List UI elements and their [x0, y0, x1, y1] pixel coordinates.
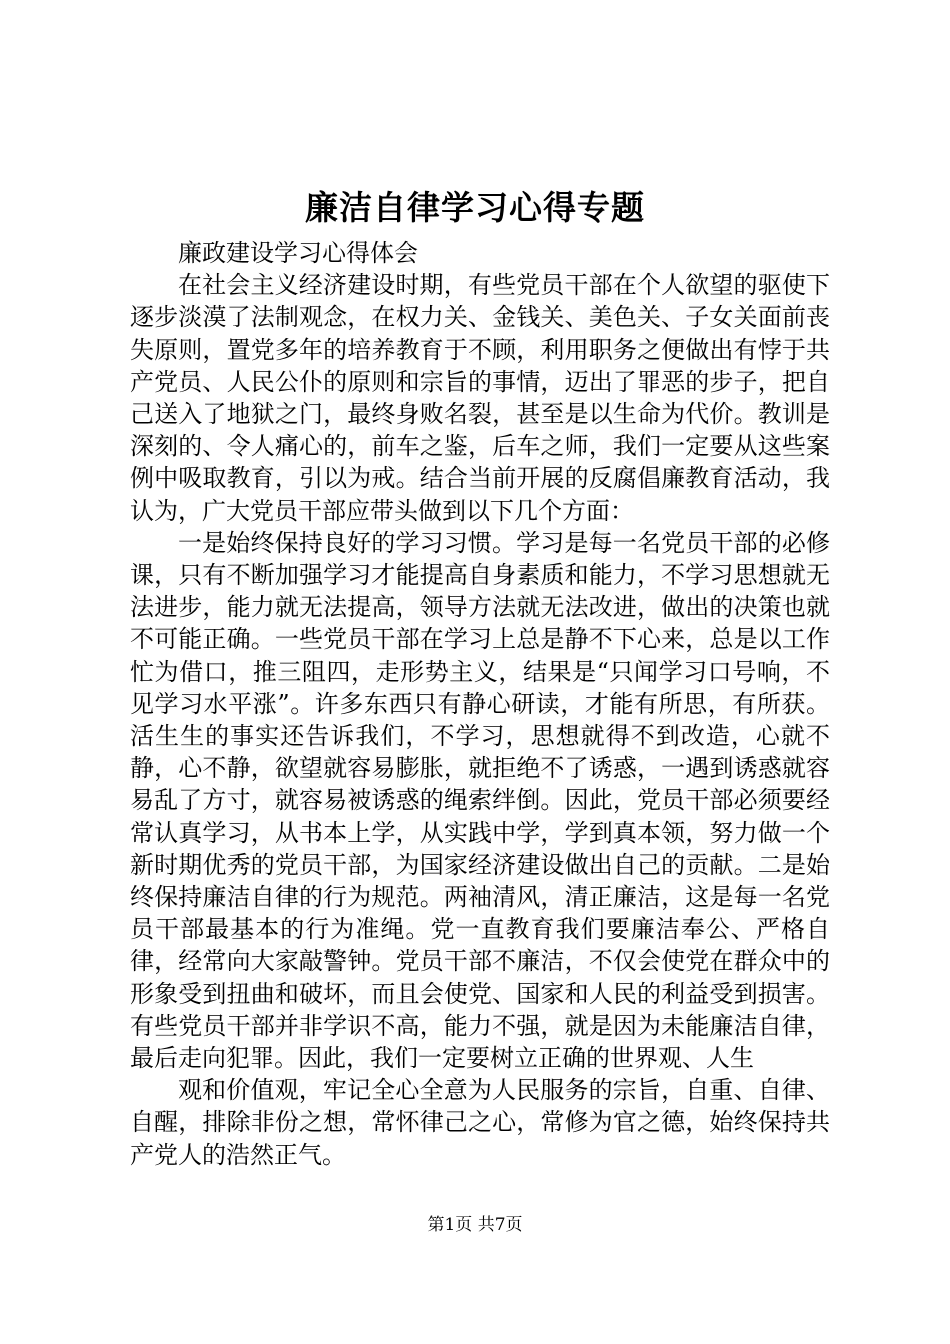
page-footer: 第1页 共7页 — [427, 1215, 523, 1235]
document-title: 廉洁自律学习心得专题 — [305, 188, 645, 227]
main-paragraph: 一是始终保持良好的学习习惯。学习是每一名党员干部的必修课，只有不断加强学习才能提高自身素质和能力，不学习思想就无法进步，能力就无法提高，领导方法就无法改进，做出的决策也就不可能正确。一些党员干部在学习上总是静不下心来，总是以工作忙为借口，推三阻四，走形势主义，结果是“只闻学习口号响，不见学习水平涨”。许多东西只有静心研读，才能有所思，有所获。活生生的事实还告诉我们，不学习，思想就得不到改造，心就不静，心不静，欲望就容易膨胀，就拒绝不了诱惑，一遇到诱惑就容易乱了方寸，就容易被诱惑的绳索绊倒。因此，党员干部必须要经常认真学习，从书本上学，从实践中学，学到真本领，努力做一个新时期优秀的党员干部，为国家经济建设做出自己的贡献。二是始终保持廉洁自律的行为规范。两袖清风，清正廉洁，这是每一名党员干部最基本的行为准绳。党一直教育我们要廉洁奉公、严格自律，经常向大家敲警钟。党员干部不廉洁，不仅会使党在群众中的形象受到扭曲和破坏，而且会使党、国家和人民的利益受到损害。有些党员干部并非学识不高，能力不强，就是因为未能廉洁自律，最后走向犯罪。因此，我们一定要树立正确的世界观、人生 — [130, 528, 830, 1073]
closing-paragraph: 观和价值观，牢记全心全意为人民服务的宗旨，自重、自律、自醒，排除非份之想，常怀律己之心，常修为官之德，始终保持共产党人的浩然正气。 — [130, 1076, 830, 1169]
subtitle-paragraph: 廉政建设学习心得体会 — [178, 239, 418, 267]
document-body — [130, 237, 830, 1171]
intro-paragraph: 在社会主义经济建设时期，有些党员干部在个人欲望的驱使下逐步淡漠了法制观念，在权力关、金钱关、美色关、子女关面前丧失原则，置党多年的培养教育于不顾，利用职务之便做出有悖于共产党员、人民公仆的原则和宗旨的事情，迈出了罪恶的步子，把自己送入了地狱之门，最终身败名裂，甚至是以生命为代价。教训是深刻的、令人痛心的，前车之鉴，后车之师，我们一定要从这些案例中吸取教育，引以为戒。结合当前开展的反腐倡廉教育活动，我认为，广大党员干部应带头做到以下几个方面： — [130, 271, 830, 525]
